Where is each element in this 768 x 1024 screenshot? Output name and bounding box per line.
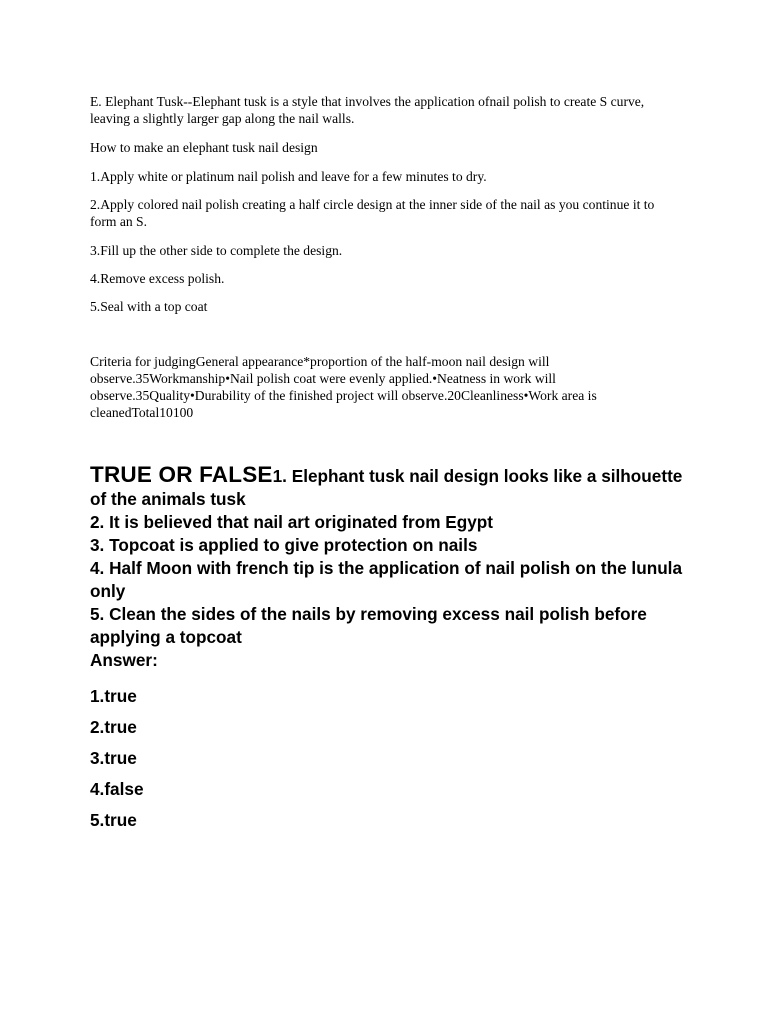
- answer-5: 5.true: [90, 810, 137, 830]
- question-1-line: [90, 463, 690, 511]
- step-1: 1.Apply white or platinum nail polish and leave for a few minutes to dry.: [90, 169, 487, 184]
- question-4: 4. Half Moon with french tip is the application of nail polish on the lunula only: [90, 558, 683, 601]
- quiz-title: TRUE OR FALSE: [90, 462, 273, 487]
- howto-heading: How to make an elephant tusk nail design: [90, 140, 318, 155]
- step-2: 2.Apply colored nail polish creating a half circle design at the inner side of the nail as you continue it to form an S.: [90, 197, 655, 229]
- question-3: 3. Topcoat is applied to give protection on nails: [90, 535, 478, 555]
- answer-2: 2.true: [90, 717, 137, 737]
- answer-1: 1.true: [90, 686, 137, 706]
- step-3: 3.Fill up the other side to complete the design.: [90, 243, 343, 258]
- answer-3: 3.true: [90, 748, 137, 768]
- question-1: 1. Elephant tusk nail design looks like a silhouette of the animals tusk: [90, 466, 683, 509]
- answer-4: 4.false: [90, 779, 144, 799]
- step-5: 5.Seal with a top coat: [90, 299, 208, 314]
- question-2: 2. It is believed that nail art originated from Egypt: [90, 512, 494, 532]
- elephant-tusk-intro: E. Elephant Tusk--Elephant tusk is a style that involves the application ofnail polish to create S curve, leaving a slightly larger gap along the nail walls.: [90, 94, 645, 126]
- answer-label: Answer:: [90, 650, 158, 670]
- judging-criteria: Criteria for judgingGeneral appearance*proportion of the half-moon nail design will observe.35Workmanship•Nail polish coat were evenly applied.•Neatness in work will observe.35Quality•Durability of the finished project will observe.20Cleanliness•Work area is cleanedTotal10100: [90, 354, 597, 420]
- true-false-quiz: [90, 463, 690, 672]
- step-4: 4.Remove excess polish.: [90, 271, 225, 286]
- question-5: 5. Clean the sides of the nails by removing excess nail polish before applying a topcoat: [90, 604, 647, 647]
